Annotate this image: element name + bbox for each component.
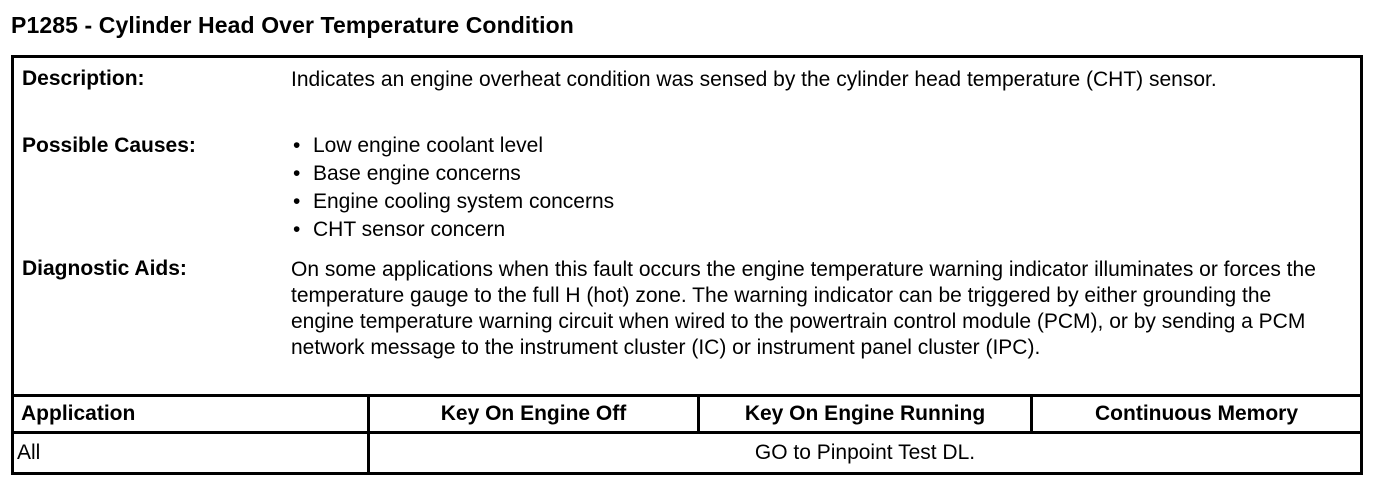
column-header-key-on-engine-off: Key On Engine Off bbox=[440, 402, 627, 425]
diagnostic-aids-text: On some applications when this fault occurs the engine temperature warning indicator illuminates or forces the temperature gauge to the full H (hot) zone. The warning indicator can be triggered by either grounding the engine temperature warning circuit when wired to the powertrain control module (PCM), or by sending a PCM network message to the instrument cluster (IC) or instrument panel cluster (IPC). bbox=[291, 258, 1316, 359]
list-item: • Low engine coolant level bbox=[291, 132, 614, 160]
list-item: • Base engine concerns bbox=[291, 160, 614, 188]
description-label: Description: bbox=[22, 67, 145, 90]
possible-causes-list bbox=[291, 132, 614, 244]
column-header-application: Application bbox=[21, 402, 136, 425]
dtc-info-table bbox=[11, 55, 1363, 475]
table-header-row bbox=[14, 397, 1360, 434]
column-header-continuous-memory: Continuous Memory bbox=[1095, 402, 1298, 425]
description-text: Indicates an engine overheat condition was sensed by the cylinder head temperature (CHT) sensor. bbox=[291, 68, 1217, 91]
application-cell: All bbox=[17, 441, 41, 464]
dtc-details-section bbox=[14, 58, 1360, 397]
column-divider bbox=[697, 397, 700, 431]
list-item: • Engine cooling system concerns bbox=[291, 188, 614, 216]
table-row bbox=[14, 434, 1360, 472]
column-divider bbox=[367, 434, 370, 472]
test-action-cell: GO to Pinpoint Test DL. bbox=[754, 441, 976, 464]
column-header-key-on-engine-running: Key On Engine Running bbox=[744, 402, 986, 425]
page-title: P1285 - Cylinder Head Over Temperature Condition bbox=[11, 12, 574, 38]
column-divider bbox=[367, 397, 370, 431]
column-divider bbox=[1030, 397, 1033, 431]
possible-causes-label: Possible Causes: bbox=[22, 134, 196, 157]
pinpoint-test-table bbox=[14, 397, 1360, 472]
diagnostic-aids-label: Diagnostic Aids: bbox=[22, 257, 187, 280]
list-item: • CHT sensor concern bbox=[291, 216, 614, 244]
